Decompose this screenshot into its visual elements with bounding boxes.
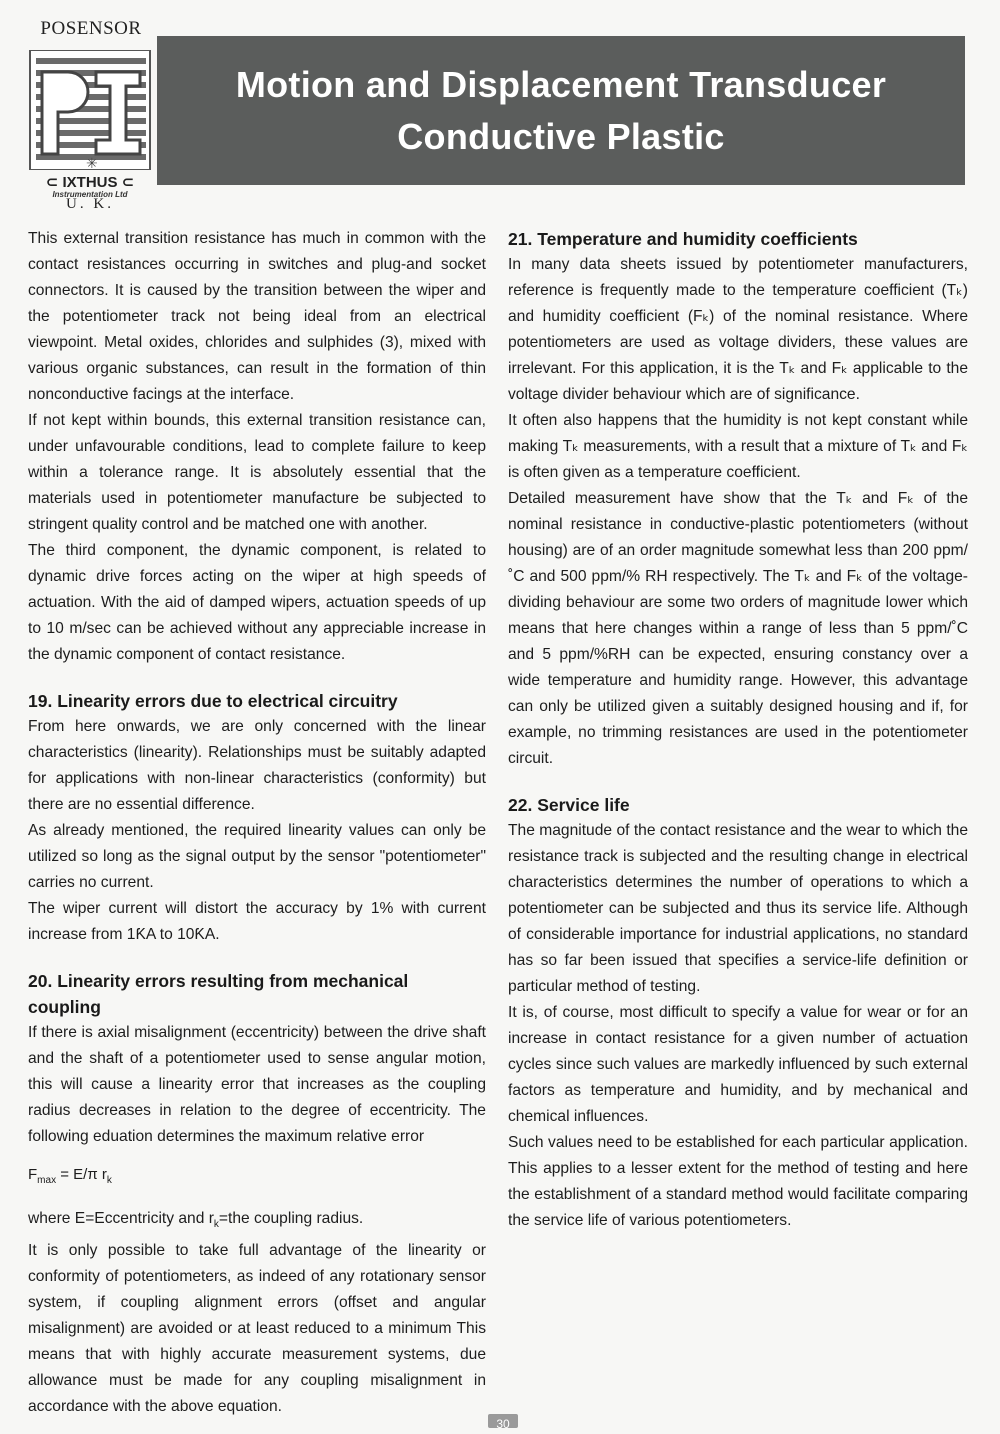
paragraph: The third component, the dynamic component, is related to dynamic drive forces acting on the wiper at high speeds of actuation. With the aid of damped wipers, actuation speeds of up to 10 m/sec can be achieved without any appreciable increase in the dynamic component of contact resistance.	[28, 542, 486, 663]
paragraph: Detailed measurement have show that the Tₖ and Fₖ of the nominal resistance in conductive-plastic potentiometers (without housing) are of an order magnitude somewhat less than 200 ppm/˚C and 500 ppm/% RH respectively. The Tₖ and Fₖ of the voltage-dividing behaviour are some two orders of magnitude lower which means that here changes within a range of less than 5 ppm/˚C and 5 ppm/%RH can be expected, ensuring constancy over a wide temperature and humidity range. However, this advantage can only be utilized given a suitably designed housing and if, for example, no trimming resistances are used in the potentiometer circuit.	[508, 490, 968, 767]
page-number: 30	[488, 1414, 518, 1428]
logo-brand-text: POSENSOR	[40, 18, 142, 39]
paragraph: If there is axial misalignment (eccentricity) between the drive shaft and the shaft of a potentiometer used to sense angular motion, this will cause a linearity error that increases as the coupling radius decreases in relation to the degree of eccentricity. The following eduation determines the maximum relative error	[28, 1024, 486, 1145]
logo-country: U. K.	[66, 196, 114, 212]
page-title-line2: Conductive Plastic	[397, 115, 725, 157]
pi-logo-mark	[28, 50, 152, 170]
paragraph: In many data sheets issued by potentiometer manufacturers, reference is frequently made to the temperature coefficient (Tₖ) and humidity coefficient (Fₖ) of the nominal resistance. Where potentiometers are used as voltage dividers, these values are irrelevant. For this application, it is the Tₖ and Fₖ applicable to the voltage divider behaviour which are of significance.	[508, 256, 968, 403]
logo-company-sub: Instrumentation Ltd	[52, 190, 128, 199]
right-column	[508, 226, 968, 1234]
paragraph: This external transition resistance has much in common with the contact resistances occurring in switches and plug-and socket connectors. It is caused by the transition between the wiper and the potentiometer track not being ideal from an electrical viewpoint. Metal oxides, chlorides and sulphides (3), mixed with various organic substances, can result in the formation of thin nonconductive facings at the interface.	[28, 230, 486, 403]
company-logo	[20, 16, 152, 212]
paragraph: From here onwards, we are only concerned with the linear characteristics (linearity). Relationships must be suitably adapted for applications with non-linear characteristics (conformity) but there are no essential difference.	[28, 718, 486, 813]
fish-icon: ⊂	[121, 174, 135, 191]
section-heading-21: 21. Temperature and humidity coefficients	[508, 229, 858, 249]
paragraph: The wiper current will distort the accuracy by 1% with current increase from 1ƘA to 10ƘA.	[28, 900, 486, 943]
paragraph: As already mentioned, the required linearity values can only be utilized so long as the signal output by the sensor "potentiometer" carries no current.	[28, 822, 486, 891]
fish-icon: ⊂	[45, 174, 59, 191]
page-title-line1: Motion and Displacement Transducer	[235, 63, 887, 105]
paragraph: It often also happens that the humidity is not kept constant while making Tₖ measurements, with a result that a mixture of Tₖ and Fₖ is often given as a temperature coefficient.	[508, 412, 968, 481]
section-heading-22: 22. Service life	[508, 795, 630, 815]
section-heading-19: 19. Linearity errors due to electrical circuitry	[28, 691, 398, 711]
paragraph: Such values need to be established for each particular application. This applies to a lesser extent for the method of testing and here the establishment of a standard method would facilitate comparing the service life of various potentiometers.	[508, 1134, 968, 1229]
paragraph: It is, of course, most difficult to specify a value for wear or for an increase in contact resistance for a given number of actuation cycles since such values are markedly influenced by such external factors as temperature and humidity, and by mechanical and chemical influences.	[508, 1004, 968, 1125]
logo-company-name: ⊂ IXTHUS ⊂	[45, 174, 135, 191]
paragraph: It is only possible to take full advantage of the linearity or conformity of potentiometers, as indeed of any rotationary sensor system, if coupling alignment errors (offset and angular misalignment) are avoided or at least reduced to a minimum This means that with highly accurate measurement systems, due allowance must be made for any coupling misalignment in accordance with the above equation.	[28, 1242, 486, 1416]
paragraph: The magnitude of the contact resistance and the wear to which the resistance track is subjected and the resulting change in electrical characteristics determines the number of operations to which a potentiometer can be subjected and thus its service life. Although of considerable importance for industrial applications, no standard has so far been issued that specifies a service-life definition or particular method of testing.	[508, 822, 968, 995]
left-column	[28, 226, 486, 1420]
equation: $F_{max} = E/\pi$ $r_k$	[28, 1166, 112, 1186]
section-heading-20: 20. Linearity errors resulting from mechanical coupling	[28, 971, 409, 1017]
title-banner	[157, 36, 965, 185]
paragraph: If not kept within bounds, this external transition resistance can, under unfavourable conditions, lead to complete failure to keep within a tolerance range. It is absolutely essential that the materials used in potentiometer manufacture be subjected to stringent quality control and be matched one with another.	[28, 412, 486, 533]
svg-text:✳: ✳	[86, 156, 98, 170]
equation-definition: where E=Eccentricity and $r_k=the$ coupling radius.	[28, 1210, 364, 1231]
